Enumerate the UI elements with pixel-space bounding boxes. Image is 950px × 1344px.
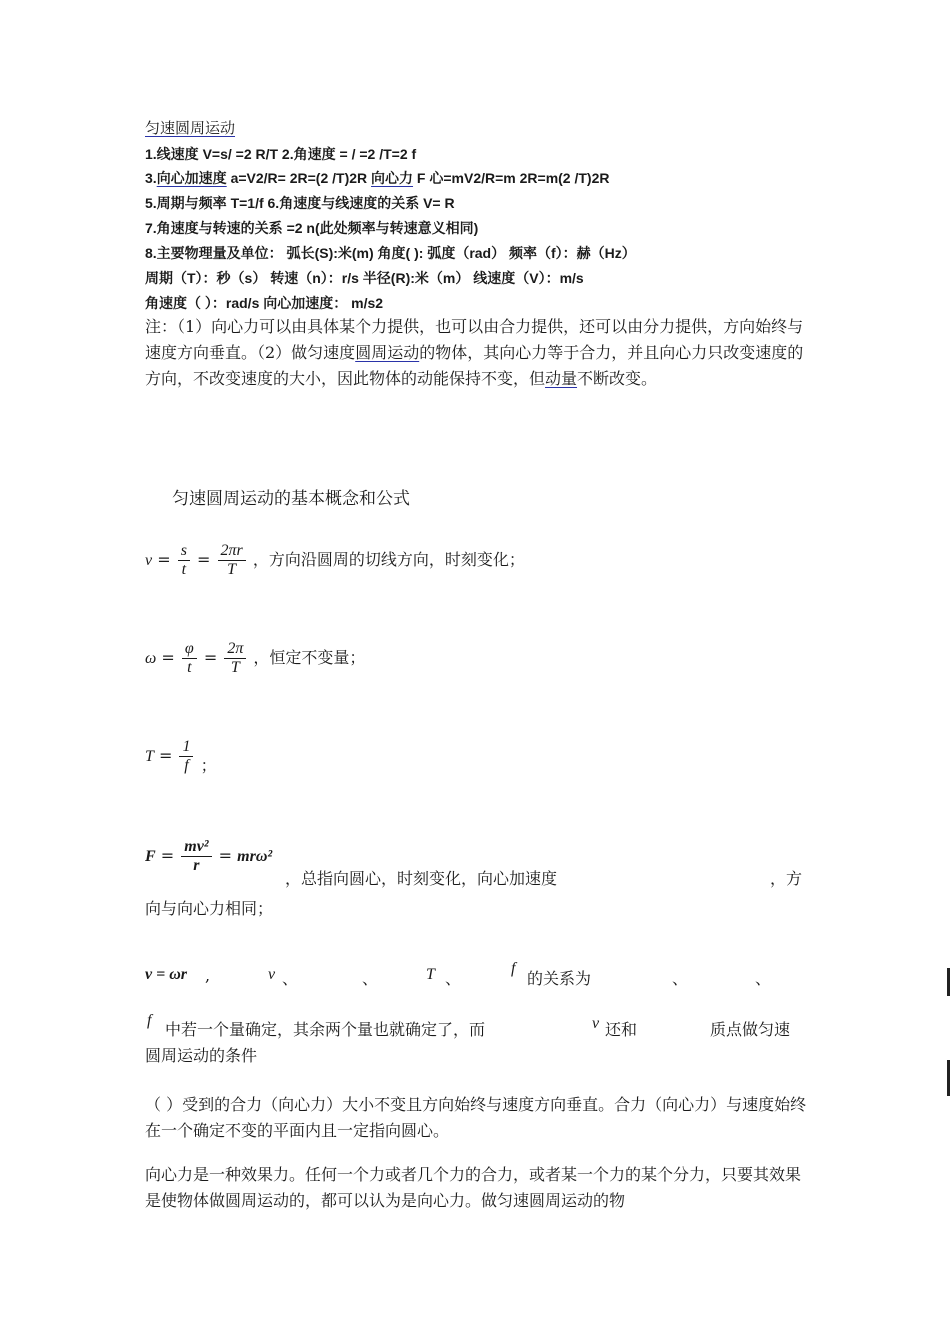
note-paragraph: 注：（1）向心力可以由具体某个力提供，也可以由合力提供，还可以由分力提供，方向始终与速度方向垂直。（2）做匀速度圆周运动的物体，其向心力等于合力，并且向心力只改变速度的方向，不改变速度的大小，因此物体的动能保持不变，但动量不断改变。 [145,317,804,388]
force-formula-text: ，总指向圆心，时刻变化，向心加速度 [285,869,558,888]
line-7-angular: 7.角速度与转速的关系 =2 n(此处频率与转速意义相同) [145,220,479,236]
link-centripetal-acceleration[interactable]: 向心加速度 [156,170,227,186]
link-momentum[interactable]: 动量 [545,369,578,388]
force-formula: F = $\frac{\text{mv²}}{r}$ = mrω² [145,838,273,874]
section-title: 匀速圆周运动的基本概念和公式 [172,489,410,509]
period-formula: T = $\frac{1}{f}$ ； [145,738,217,775]
fraction: $\frac{2\pi r}{T}$ [218,542,246,579]
relation-eq: v = ωr [145,966,188,983]
fraction: $\frac{\text{mv²}}{r}$ [181,838,211,875]
force-formula-comma: ，方 [770,869,803,888]
title-link[interactable]: 匀速圆周运动 [145,119,236,137]
link-circular-motion[interactable]: 圆周运动 [355,343,420,362]
link-centripetal-force[interactable]: 向心力 [371,170,414,186]
condition-paragraph: （ ）受到的合力（向心力）大小不变且方向始终与速度方向垂直。合力（向心力）与速度始终在一个确定不变的平面内且一定指向圆心。 [145,1095,807,1140]
velocity-formula: v = $\frac{s}{t}$ = $\frac{2\pi r}{T}$ ，方向沿圆周的切线方向，时刻变化； [145,542,525,578]
centripetal-force-paragraph: 向心力是一种效果力。任何一个力或者几个力的合力，或者某一个力的某个分力，只要其效果是使物体做圆周运动的，都可以认为是向心力。做匀速圆周运动的物 [145,1165,802,1210]
line-3-centripetal: 3.向心加速度 a=V2/R= 2R=(2 /T)2R 向心力 F 心=mV2/R=m 2R=m(2 /T)2R [145,170,610,186]
document-page: 匀速圆周运动 1.线速度 V=s/ =2 R/T 2.角速度 = / =2 /T=2 f 3.向心加速度 a=V2/R= 2R=(2 /T)2R 向心力 F 心=mV2/R=m 2R=m(2 /T)2R 5.周期与频率 T=1/f 6.角速度与线速度的关系 V= R 7.角速度与转速的关系 =2 n(此处频率与转速意义相同) 8.主要物理量及单位： 弧长(S):米(m) 角度( ): 弧度（rad） 频率（f）：赫（Hz） 周期（T）：秒（s） 转速（n）：r/s 半径(R):米（m） 线速度（V）：m/s 角速度（ ）：rad/s 向心加速度： m/s2 注：（1）向心力可以由具体某个力提供，也可以由合力提供，还可以由分力提供，方向始终与速度方向垂直。（2）做匀速度圆周运动的物体，其向心力等于合力，并且向心力只改变速度的方向，不改变速度的大小，因此物体的动能保持不变，但动量不断改变。 匀速圆周运动的基本概念和公式 v = $\frac{s}{t}$ = $\frac{2\pi r}{T}$ ，方向沿圆周的切线方向，时刻变化； ω = $\frac{\varphi}{t}$ = $\frac{2\pi}{T}$ ，恒定不变量； T = $\frac{1}{f}$ ； F = $\frac{\text{mv²}}{r}$ = mrω² ，总指向圆心，时刻变化，向心加速度 ，方 向与向心力相同； v = ωr , v 、 、 T 、 f 的关系为 、 、 f 中若一个量确定，其余两个量也就确定了，而 v 还和 质点做匀速 圆周运动的条件 （ ）受到的合力（向心力）大小不变且方向始终与速度方向垂直。合力（向心力）与速度始终在一个确定不变的平面内且一定指向圆心。 向心力是一种效果力。任何一个力或者几个力的合力，或者某一个力的某个分力，只要其效果是使物体做圆周运动的，都可以认为是向心力。做匀速圆周运动的物 [0,0,950,1344]
fraction: $\frac{s}{t}$ [178,542,190,579]
line-9-units: 周期（T）：秒（s） 转速（n）：r/s 半径(R):米（m） 线速度（V）：m/s [145,270,584,286]
fraction: $\frac{2\pi}{T}$ [224,640,246,677]
fraction: $\frac{\varphi}{t}$ [182,640,197,677]
line-5-period: 5.周期与频率 T=1/f 6.角速度与线速度的关系 V= R [145,195,455,211]
line-10-units: 角速度（ ）：rad/s 向心加速度： m/s2 [145,295,384,311]
line-8-units: 8.主要物理量及单位： 弧长(S):米(m) 角度( ): 弧度（rad） 频率（f）：赫（Hz） [145,245,636,261]
doc-title[interactable] [145,116,235,140]
fraction: $\frac{1}{f}$ [179,738,193,775]
force-formula-cont: 向与向心力相同； [145,899,274,918]
line-1-velocity: 1.线速度 V=s/ =2 R/T 2.角速度 = / =2 /T=2 f [145,146,417,162]
angular-velocity-formula: ω = $\frac{\varphi}{t}$ = $\frac{2\pi}{T}$ ，恒定不变量； [145,640,366,676]
